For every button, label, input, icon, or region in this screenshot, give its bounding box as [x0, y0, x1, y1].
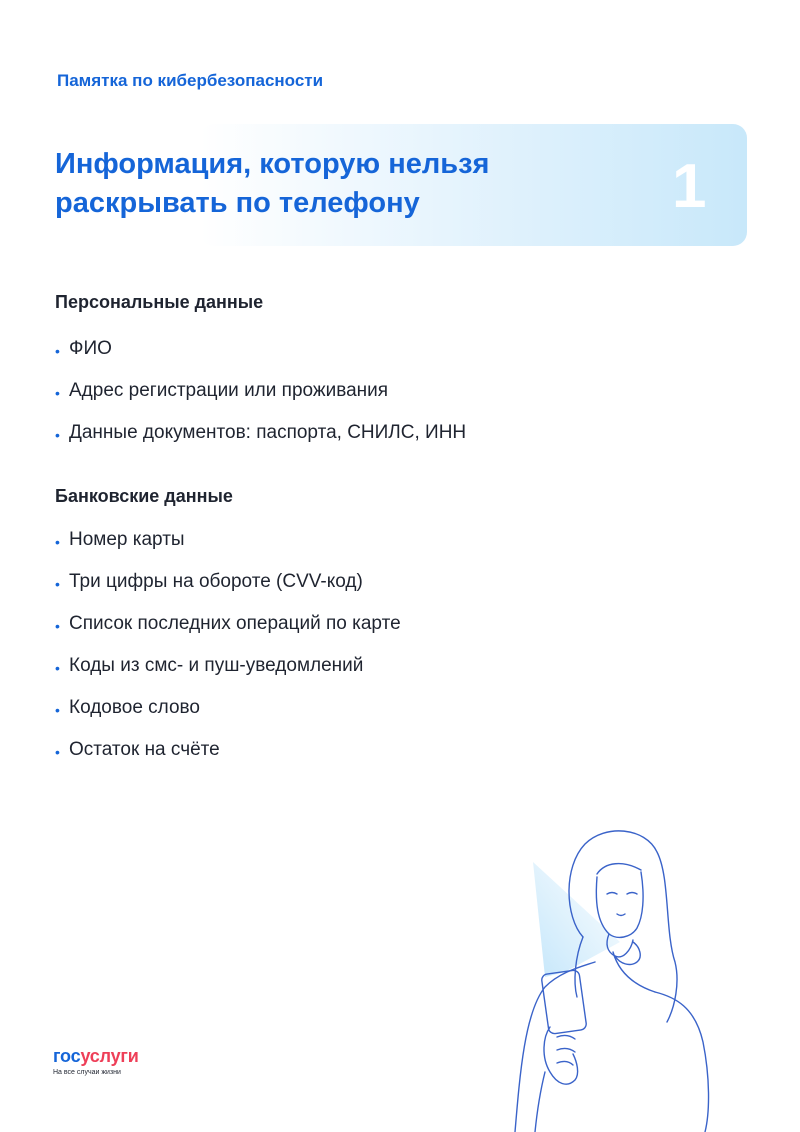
- list-item: • Номер карты: [55, 528, 401, 570]
- bullet-dot-icon: •: [55, 702, 60, 718]
- bullet-dot-icon: •: [55, 618, 60, 634]
- list-item: • Кодовое слово: [55, 696, 401, 738]
- list-item: • Список последних операций по карте: [55, 612, 401, 654]
- list-item: • Остаток на счёте: [55, 738, 401, 780]
- bullet-dot-icon: •: [55, 427, 60, 443]
- logo-tagline: На все случаи жизни: [53, 1069, 121, 1076]
- list-item: • Три цифры на обороте (CVV-код): [55, 570, 401, 612]
- personal-data-list: [55, 337, 466, 463]
- page-title: Информация, которую нельзя раскрывать по телефону: [55, 148, 490, 219]
- bullet-dot-icon: •: [55, 385, 60, 401]
- bullet-dot-icon: •: [55, 343, 60, 359]
- gosuslugi-logo: [53, 1046, 139, 1076]
- bullet-dot-icon: •: [55, 534, 60, 550]
- eyebrow-title: Памятка по кибербезопасности: [57, 71, 324, 90]
- section-heading-personal: Персональные данные: [55, 292, 264, 312]
- woman-with-phone-illustration: [505, 822, 715, 1132]
- list-item: • Данные документов: паспорта, СНИЛС, ИНН: [55, 421, 466, 463]
- list-item: • Коды из смс- и пуш-уведомлений: [55, 654, 401, 696]
- list-item: • Адрес регистрации или проживания: [55, 379, 466, 421]
- bullet-dot-icon: •: [55, 660, 60, 676]
- bullet-dot-icon: •: [55, 744, 60, 760]
- section-heading-bank: Банковские данные: [55, 486, 233, 506]
- list-item: • ФИО: [55, 337, 466, 379]
- logo-wordmark: госуслуги: [53, 1046, 139, 1066]
- memo-number: 1: [672, 152, 707, 221]
- bank-data-list: [55, 528, 401, 780]
- bullet-dot-icon: •: [55, 576, 60, 592]
